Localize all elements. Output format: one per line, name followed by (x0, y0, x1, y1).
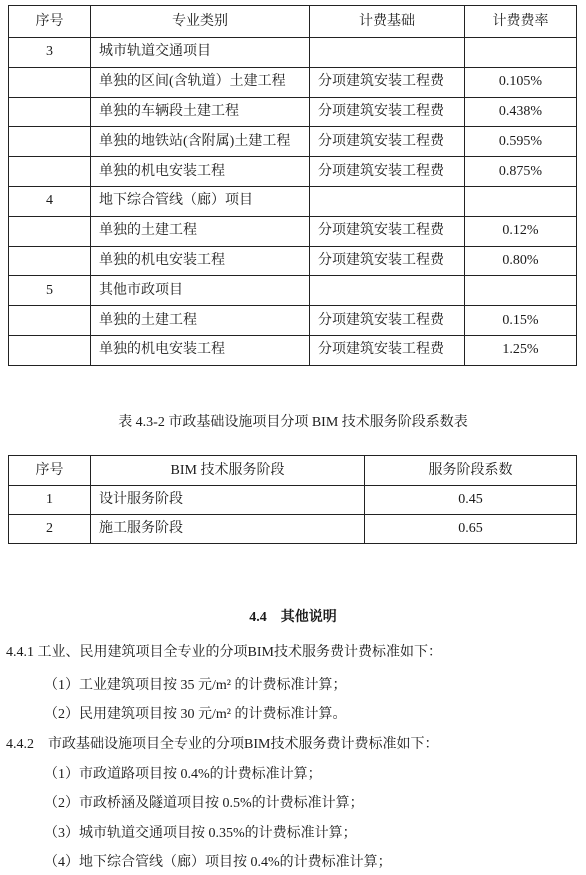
table-cell: 分项建筑安装工程费 (310, 306, 465, 336)
table-cell (9, 335, 91, 365)
table-cell: 0.438% (465, 97, 577, 127)
list-item: （3）城市轨道交通项目按 0.35%的计费标准计算； (44, 826, 357, 841)
table-cell: 其他市政项目 (91, 276, 310, 306)
service-stage-coefficient-table (8, 455, 577, 544)
header-cell: BIM 技术服务阶段 (91, 456, 365, 486)
table-cell: 单独的机电安装工程 (91, 335, 310, 365)
table-row (9, 38, 577, 68)
table-cell: 5 (9, 276, 91, 306)
header-cell: 服务阶段系数 (365, 456, 577, 486)
header-cell: 计费基础 (310, 6, 465, 38)
table-row (9, 216, 577, 246)
table-cell (9, 127, 91, 157)
section-title: 4.4 其他说明 (249, 610, 337, 625)
table-cell (9, 157, 91, 187)
table-caption: 表 4.3-2 市政基础设施项目分项 BIM 技术服务阶段系数表 (118, 415, 468, 430)
table-cell: 分项建筑安装工程费 (310, 216, 465, 246)
table-cell: 地下综合管线（廊）项目 (91, 186, 310, 216)
paragraph-4-4-1: 4.4.1 工业、民用建筑项目全专业的分项BIM技术服务费计费标准如下： (6, 645, 442, 660)
list-item: （2）民用建筑项目按 30 元/m² 的计费标准计算。 (44, 707, 347, 722)
table-cell: 1.25% (465, 335, 577, 365)
table-row (9, 335, 577, 365)
list-item: （1）市政道路项目按 0.4%的计费标准计算； (44, 767, 322, 782)
table-cell: 单独的机电安装工程 (91, 246, 310, 276)
table-cell: 分项建筑安装工程费 (310, 127, 465, 157)
table-cell: 设计服务阶段 (91, 486, 365, 515)
table-cell: 0.105% (465, 67, 577, 97)
table-cell (9, 246, 91, 276)
table-cell (465, 186, 577, 216)
table-cell: 单独的车辆段土建工程 (91, 97, 310, 127)
table-cell (310, 276, 465, 306)
table-row (9, 276, 577, 306)
table-cell (310, 38, 465, 68)
table-row (9, 486, 577, 515)
table-cell (465, 276, 577, 306)
table-cell: 3 (9, 38, 91, 68)
list-item: （4）地下综合管线（廊）项目按 0.4%的计费标准计算； (44, 855, 392, 870)
header-cell: 计费费率 (465, 6, 577, 38)
table-row (9, 515, 577, 544)
table-cell: 0.15% (465, 306, 577, 336)
table-cell: 单独的区间(含轨道）土建工程 (91, 67, 310, 97)
table-cell: 单独的土建工程 (91, 216, 310, 246)
table-row (9, 157, 577, 187)
table-cell: 2 (9, 515, 91, 544)
table-row (9, 97, 577, 127)
table-row (9, 67, 577, 97)
table-header-row (9, 456, 577, 486)
table-cell (310, 186, 465, 216)
paragraph-4-4-2: 4.4.2 市政基础设施项目全专业的分项BIM技术服务费计费标准如下： (6, 737, 439, 752)
table-cell: 施工服务阶段 (91, 515, 365, 544)
table-cell: 分项建筑安装工程费 (310, 246, 465, 276)
list-item: （2）市政桥涵及隧道项目按 0.5%的计费标准计算； (44, 796, 364, 811)
table-cell: 1 (9, 486, 91, 515)
table-row (9, 186, 577, 216)
table-row (9, 306, 577, 336)
table-cell: 单独的土建工程 (91, 306, 310, 336)
table-header-row (9, 6, 577, 38)
table-cell: 分项建筑安装工程费 (310, 335, 465, 365)
table-row (9, 127, 577, 157)
table-cell: 分项建筑安装工程费 (310, 157, 465, 187)
list-item: （1）工业建筑项目按 35 元/m² 的计费标准计算； (44, 678, 347, 693)
header-cell: 序号 (9, 6, 91, 38)
table-cell: 单独的地铁站(含附属)土建工程 (91, 127, 310, 157)
table-cell: 4 (9, 186, 91, 216)
table-cell: 0.45 (365, 486, 577, 515)
table-cell (9, 97, 91, 127)
table-cell: 0.875% (465, 157, 577, 187)
table-cell: 0.80% (465, 246, 577, 276)
table-cell: 0.595% (465, 127, 577, 157)
table-cell (9, 306, 91, 336)
table-cell (465, 38, 577, 68)
table-cell: 0.65 (365, 515, 577, 544)
table-cell: 分项建筑安装工程费 (310, 67, 465, 97)
table-cell: 0.12% (465, 216, 577, 246)
header-cell: 专业类别 (91, 6, 310, 38)
header-cell: 序号 (9, 456, 91, 486)
fee-rate-table (8, 5, 577, 366)
table-cell: 分项建筑安装工程费 (310, 97, 465, 127)
table-cell (9, 67, 91, 97)
table-cell (9, 216, 91, 246)
table-cell: 单独的机电安装工程 (91, 157, 310, 187)
table-cell: 城市轨道交通项目 (91, 38, 310, 68)
table-row (9, 246, 577, 276)
